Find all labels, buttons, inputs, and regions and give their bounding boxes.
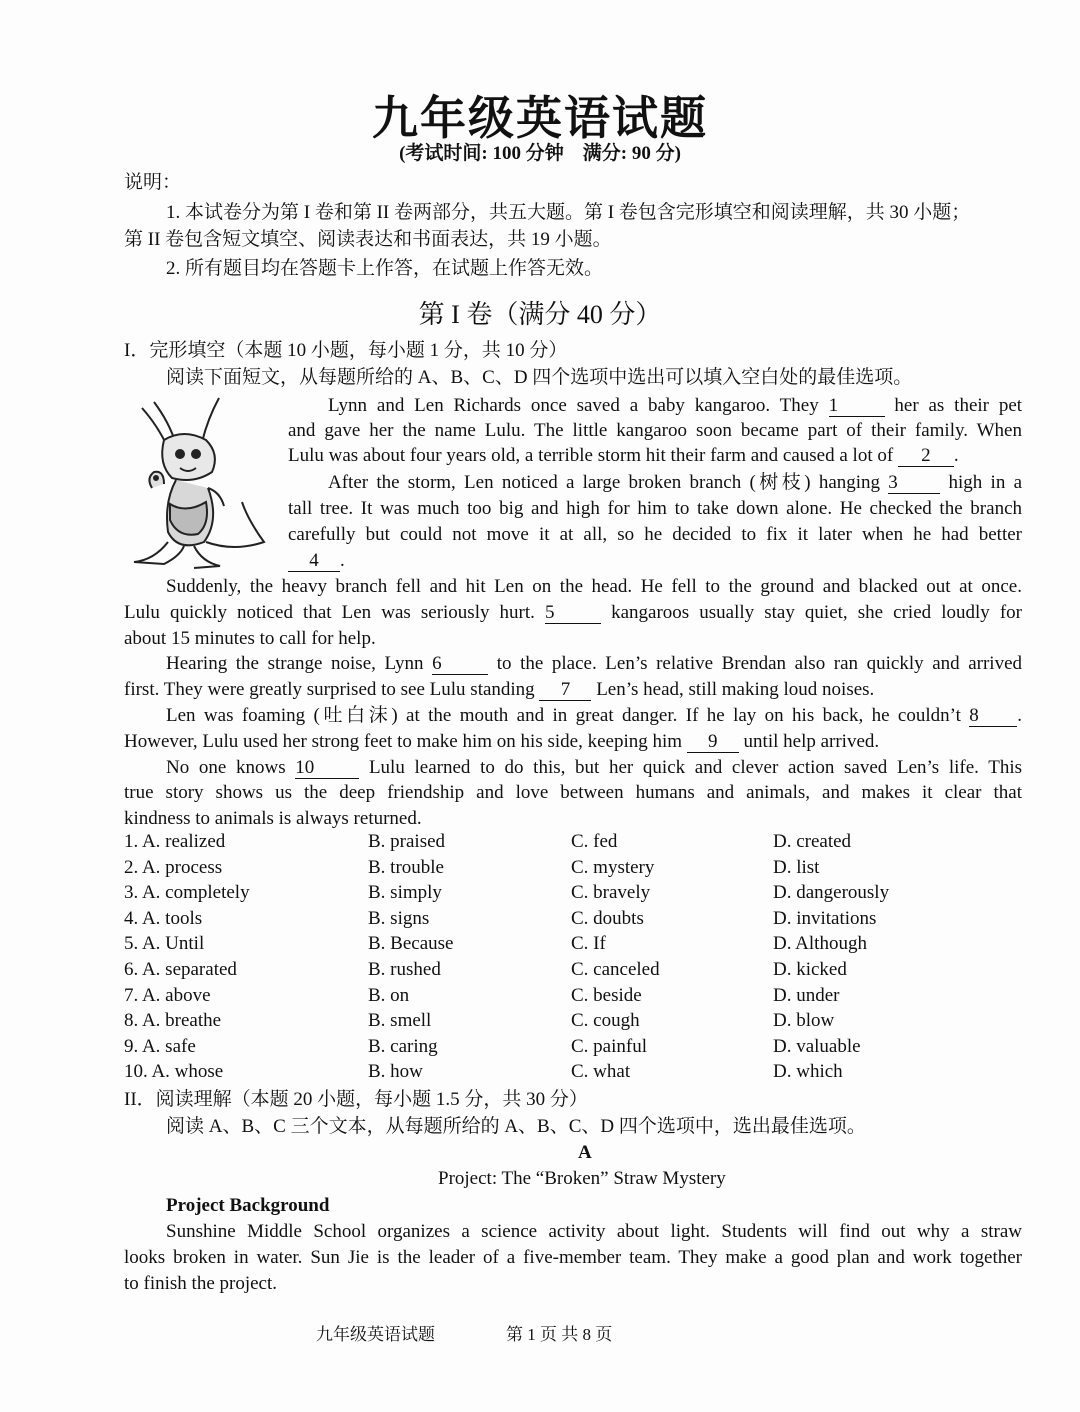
- passage-line: true story shows us the deep friendship and love between humans and animals, and makes it clear that: [124, 782, 1022, 803]
- option-1-D: D. created: [773, 831, 852, 852]
- option-4-B: B. signs: [368, 908, 430, 929]
- instruction-1-line2: 第 II 卷包含短文填空、阅读表达和书面表达，共 19 小题。: [124, 229, 612, 250]
- option-6-C: C. canceled: [571, 959, 660, 980]
- option-4-A: 4. A. tools: [124, 908, 203, 929]
- option-3-C: C. bravely: [571, 882, 651, 903]
- passage-line: carefully but could not move it at all, so he decided to fix it later when he had better: [288, 524, 1022, 545]
- paragraph-line: Sunshine Middle School organizes a science activity about light. Students will find out why a straw: [166, 1221, 1022, 1242]
- footer-doc-name: 九年级英语试题: [316, 1325, 435, 1344]
- passage-line: Hearing the strange noise, Lynn 6 to the place. Len’s relative Brendan also ran quickly and arrived: [166, 653, 1023, 674]
- blank-9: 9: [687, 732, 739, 753]
- option-8-B: B. smell: [368, 1010, 432, 1031]
- part2-direction: 阅读 A、B、C 三个文本，从每题所给的 A、B、C、D 四个选项中，选出最佳选项。: [166, 1116, 866, 1137]
- blank-5: 5: [545, 603, 601, 624]
- option-9-B: B. caring: [368, 1036, 438, 1057]
- passage-line: Suddenly, the heavy branch fell and hit Len on the head. He fell to the ground and blacked out at once.: [166, 576, 1022, 597]
- passage-line: After the storm, Len noticed a large broken branch (树枝) hanging 3 high in a: [328, 472, 1022, 493]
- option-2-B: B. trouble: [368, 857, 444, 878]
- option-2-D: D. list: [773, 857, 820, 878]
- option-10-C: C. what: [571, 1061, 631, 1082]
- passage-line: about 15 minutes to call for help.: [124, 628, 376, 649]
- blank-6: 6: [432, 654, 488, 675]
- blank-10: 10: [295, 758, 359, 779]
- option-7-D: D. under: [773, 985, 840, 1006]
- blank-2: 2: [898, 446, 954, 467]
- option-8-A: 8. A. breathe: [124, 1010, 222, 1031]
- passage-line: tall tree. It was much too big and high for him to take down alone. He checked the branch: [288, 498, 1022, 519]
- option-10-B: B. how: [368, 1061, 423, 1082]
- part1-direction: 阅读下面短文，从每题所给的 A、B、C、D 四个选项中选出可以填入空白处的最佳选项。: [166, 367, 913, 388]
- blank-7: 7: [539, 680, 591, 701]
- paragraph-line: looks broken in water. Sun Jie is the leader of a five-member team. They make a good plan and work together: [124, 1247, 1022, 1268]
- section-title: 第 I 卷（满分 40 分）: [418, 300, 662, 329]
- option-4-D: D. invitations: [773, 908, 877, 929]
- passage-line: Lulu was about four years old, a terrible storm hit their farm and caused a lot of 2 .: [288, 445, 959, 466]
- text-label: A: [578, 1142, 592, 1163]
- passage-line: kindness to animals is always returned.: [124, 808, 422, 829]
- blank-8: 8: [969, 706, 1017, 727]
- option-6-B: B. rushed: [368, 959, 441, 980]
- exam-info: (考试时间: 100 分钟 满分: 90 分): [399, 143, 681, 164]
- blank-4: 4: [288, 551, 340, 572]
- option-2-A: 2. A. process: [124, 857, 223, 878]
- option-6-A: 6. A. separated: [124, 959, 237, 980]
- blank-1: 1: [829, 396, 885, 417]
- project-title: Project: The “Broken” Straw Mystery: [438, 1168, 726, 1189]
- option-3-B: B. simply: [368, 882, 442, 903]
- part2-heading: II．阅读理解（本题 20 小题，每小题 1.5 分，共 30 分）: [124, 1089, 588, 1110]
- passage-line: and gave her the name Lulu. The little kangaroo soon became part of their family. When: [288, 420, 1022, 441]
- passage-line: No one knows 10 Lulu learned to do this, but her quick and clever action saved Len’s life. This: [166, 757, 1023, 778]
- blank-3: 3: [888, 473, 940, 494]
- kangaroo-illustration: [124, 392, 272, 574]
- option-1-C: C. fed: [571, 831, 618, 852]
- option-1-A: 1. A. realized: [124, 831, 226, 852]
- option-5-A: 5. A. Until: [124, 933, 205, 954]
- option-10-D: D. which: [773, 1061, 843, 1082]
- passage-line: Lulu quickly noticed that Len was seriously hurt. 5 kangaroos usually stay quiet, she cried loudly for: [124, 602, 1023, 623]
- option-3-A: 3. A. completely: [124, 882, 250, 903]
- option-1-B: B. praised: [368, 831, 446, 852]
- option-3-D: D. dangerously: [773, 882, 890, 903]
- instruction-1-line1: 1. 本试卷分为第 I 卷和第 II 卷两部分，共五大题。第 I 卷包含完形填空和阅读理解，共 30 小题；: [166, 202, 971, 223]
- passage-line: first. They were greatly surprised to see Lulu standing 7 Len’s head, still making loud noises.: [124, 679, 875, 700]
- instructions-label: 说明：: [124, 172, 182, 193]
- option-9-C: C. painful: [571, 1036, 647, 1057]
- option-5-D: D. Although: [773, 933, 867, 954]
- option-2-C: C. mystery: [571, 857, 655, 878]
- option-10-A: 10. A. whose: [124, 1061, 224, 1082]
- option-5-C: C. If: [571, 933, 606, 954]
- option-8-C: C. cough: [571, 1010, 640, 1031]
- page-title: 九年级英语试题: [372, 93, 708, 144]
- passage-line: Len was foaming (吐白沫) at the mouth and in great danger. If he lay on his back, he couldn’t 8 .: [166, 705, 1022, 726]
- passage-line: 4 .: [288, 548, 345, 574]
- option-7-C: C. beside: [571, 985, 642, 1006]
- option-9-D: D. valuable: [773, 1036, 861, 1057]
- option-6-D: D. kicked: [773, 959, 847, 980]
- instruction-2: 2. 所有题目均在答题卡上作答，在试题上作答无效。: [166, 258, 604, 279]
- option-8-D: D. blow: [773, 1010, 835, 1031]
- option-7-A: 7. A. above: [124, 985, 211, 1006]
- paragraph-line: to finish the project.: [124, 1273, 278, 1294]
- option-7-B: B. on: [368, 985, 410, 1006]
- passage-line: Lynn and Len Richards once saved a baby kangaroo. They 1 her as their pet: [328, 395, 1023, 416]
- part1-heading: I．完形填空（本题 10 小题，每小题 1 分，共 10 分）: [124, 340, 568, 361]
- footer-page-info: 第 1 页 共 8 页: [506, 1325, 613, 1344]
- option-9-A: 9. A. safe: [124, 1036, 196, 1057]
- passage-line: However, Lulu used her strong feet to make him on his side, keeping him 9 until help arrived.: [124, 731, 880, 752]
- section-heading: Project Background: [166, 1195, 330, 1216]
- option-5-B: B. Because: [368, 933, 454, 954]
- option-4-C: C. doubts: [571, 908, 644, 929]
